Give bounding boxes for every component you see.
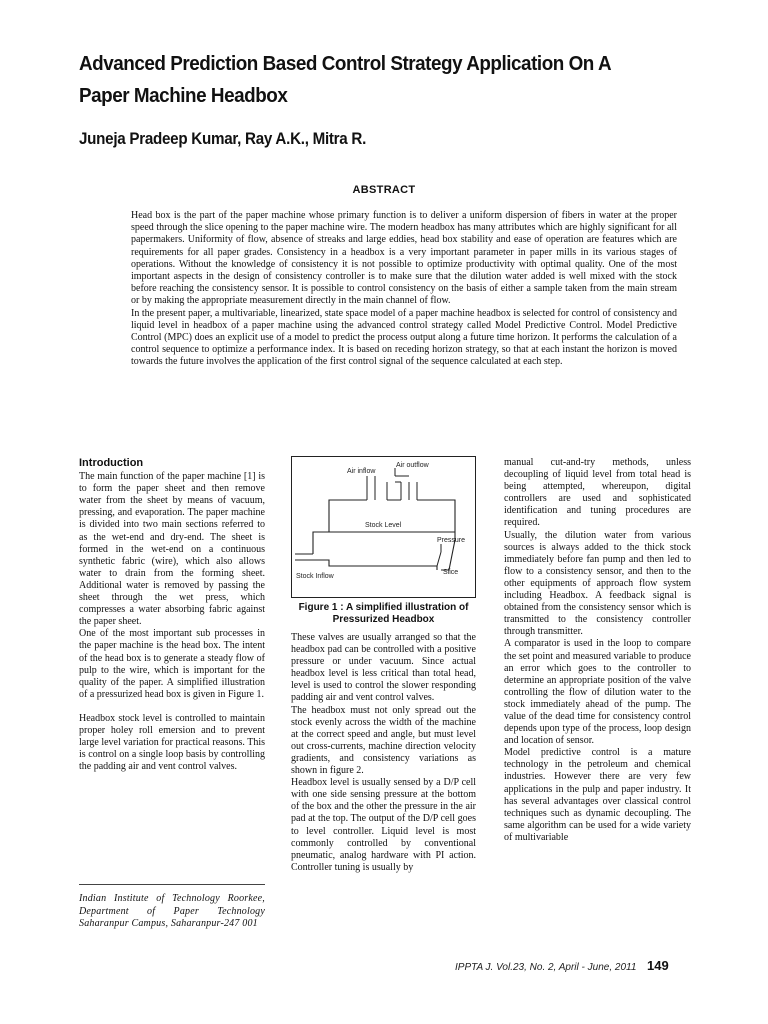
label-air-outflow: Air outflow [396,462,429,469]
body-paragraph: Usually, the dilution water from various sources is always added to the thick stock immediately before fan pump and then led to flow to a consistency sensor, and then to the other equipments of approach flow system including Headbox. A feedback signal is obtained from the consistency sensor which is transmitted to the consistency controller through transmitter. [504,529,691,638]
abstract-paragraph: In the present paper, a multivariable, linearized, state space model of a paper machine headbox is selected for control of consistency and liquid level in headbox of a paper machine using the advanced control strategy called Model Predictive Control. Model Predictive Control (MPC) does an explicit use of a model to predict the process output along a future time horizon. It performs the calculation of a control sequence to optimize a performance index. It is based on receding horizon strategy, so that at each instant the horizon is moved towards the future involves the application of the first control signal of the sequence calculated at each step. [131,307,677,368]
body-paragraph: Headbox level is usually sensed by a D/P cell with one side sensing pressure at the bottom of the box and the other the pressure in the air pad at the top. The output of the D/P cell goes to level controller. Liquid level is most commonly controlled by conventional pneumatic, analog hardware with PI action. Controller tuning is usually by [291,777,476,873]
column-3 [504,457,691,844]
paper-title: Advanced Prediction Based Control Strategy Application On A Paper Machine Headbox [79,52,611,107]
journal-reference: IPPTA J. Vol.23, No. 2, April - June, 2011 [455,962,637,973]
body-paragraph: Headbox stock level is controlled to maintain proper holey roll emersion and to prevent large level variation for practical reasons. This is control on a single loop basis by controlling the padding air and vent control valves. [79,712,265,773]
abstract-heading: ABSTRACT [352,184,416,196]
body-paragraph: Model predictive control is a mature technology in the petroleum and chemical industries. However there are very few applications in the pulp and paper industry. It has several advantages over classical control techniques such as dynamic decoupling. The same algorithm can be used for a wide variety of multivariable [504,747,691,843]
label-slice: Slice [443,569,459,576]
label-air-inflow: Air inflow [347,468,376,475]
page-number: 149 [647,958,669,973]
abstract-body [131,210,677,369]
label-pressure: Pressure [437,537,466,544]
body-paragraph: The main function of the paper machine [1] is to form the paper sheet and then remove water from the sheet by means of vacuum, pressing, and evaporation. The paper machine is divided into two main sections referred to as the wet-end and dry-end. The sheet is formed in the wet-end on a continuous synthetic fabric (wire), which also allows water to drain from the forming sheet. Additional water is removed by passing the sheet through the wet press, which compresses a water absorbing fabric against the paper sheet. [79,471,265,628]
abstract-paragraph: Head box is the part of the paper machine whose primary function is to deliver a uniform dispersion of fibers in water at the proper speed through the slice opening to the paper machine wire. The modern headbox has many attributes which are highly significant for all papermakers. Uniformity of flow, absence of streaks and large eddies, head box stability and ease of operation are features which are requirements for all paper grades. Consistency in a headbox is a very important parameter in paper mills in its various stages of operations. Without the knowledge of consistency it is not possible to optimize productivity with optimal quality. One of the most important aspects in the design of consistency controller is to make sure that the dilution water added is well mixed with the stock before reaching the consistency sensor. It is possible to control consistency on the basis of either a sample taken from the main stream or by making the appropriate measurement directly in the main channel of flow. [131,210,677,307]
column-2 [291,632,476,874]
body-paragraph: These valves are usually arranged so that the headbox pad can be controlled with a positive pressure or under vacuum. Since actual headbox level is less critical than total head, level is used to control the slower responding padding air and vent control valves. [291,632,476,704]
footnote-rule [79,884,265,885]
column-1 [79,457,265,773]
paragraph-gap [79,701,265,713]
body-paragraph: One of the most important sub processes in the paper machine is the head box. The intent of the head box is to generate a steady flow of pulp to the wire, which is important for the quality of the paper. A simplified illustration of a pressurized head box is given in Figure 1. [79,628,265,700]
headbox-diagram [291,456,476,598]
introduction-heading: Introduction [79,457,144,469]
figure-caption: Figure 1 : A simplified illustration of Pressurized Headbox [298,602,469,625]
paper-authors: Juneja Pradeep Kumar, Ray A.K., Mitra R. [79,130,367,148]
body-paragraph: manual cut-and-try methods, unless decoupling of liquid level from total head is being attempted, whereupon, digital controllers are used and sophisticated identification and tuning procedures are required. [504,457,691,529]
label-stock-inflow: Stock Inflow [296,573,334,580]
label-stock-level: Stock Level [365,522,402,529]
affiliation-footnote: Indian Institute of Technology Roorkee, Department of Paper Technology Saharanpur Campus, Saharanpur-247 001 [79,893,265,930]
body-paragraph: A comparator is used in the loop to compare the set point and measured variable to produce an error which goes to the controller to determine an appropriate position of the valve controlling the flow of dilution water to the stock immediately ahead of the pump. The value of the dead time for consistency control depends upon type of the process, loop design and location of sensor. [504,638,691,747]
body-paragraph: The headbox must not only spread out the stock evenly across the width of the machine at the correct speed and angle, but must level out cross-currents, machine direction velocity gradients, and consistency variations as shown in figure 2. [291,704,476,777]
